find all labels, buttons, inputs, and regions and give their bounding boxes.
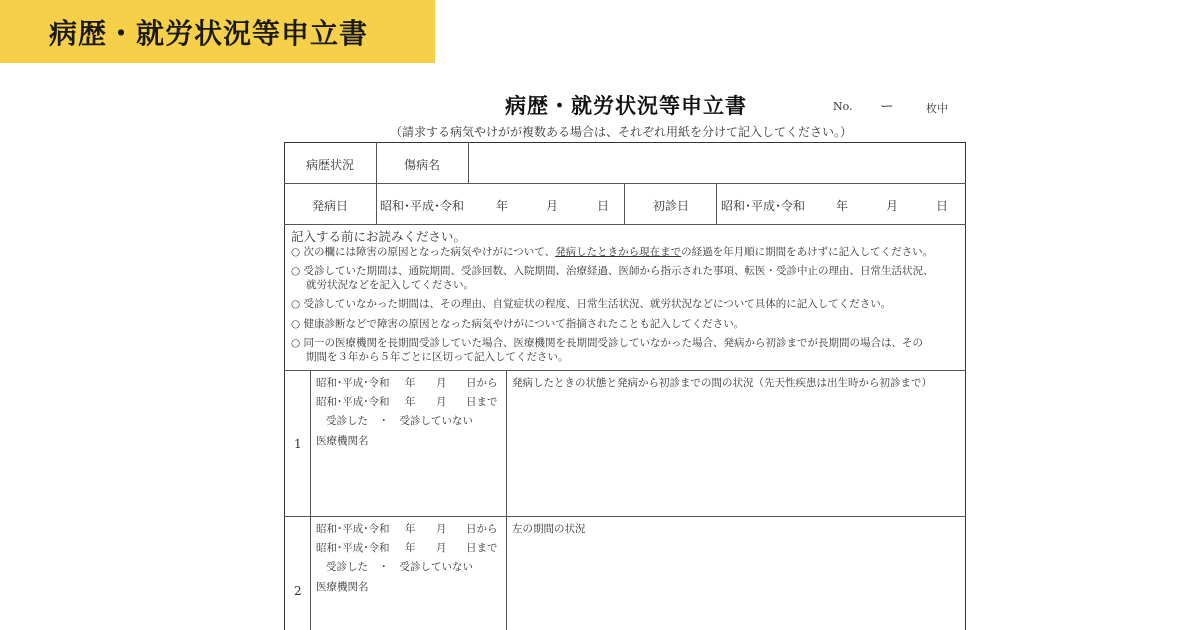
divider xyxy=(376,142,377,224)
entry-hospital-label: 医療機関名 xyxy=(316,435,369,447)
instruction-item-2: ○ 受診していた期間は、通院期間、受診回数、入院期間、治療経過、医師から指示された事項、転医・受診中止の理由、日常生活状況、 xyxy=(291,265,934,277)
entry-to-year-label: 年 xyxy=(405,396,416,408)
instruction-item-2-continued: 就労状況などを記入してください。 xyxy=(306,279,474,291)
entry-to-era-options[interactable]: 昭和･平成･令和 xyxy=(316,396,390,408)
entry-to-month-label: 月 xyxy=(436,542,447,554)
instruction-item-4: ○ 健康診断などで障害の原因となった病気やけがについて指摘されたことも記入してください。 xyxy=(291,318,745,330)
first-visit-era-options[interactable]: 昭和･平成･令和 xyxy=(721,199,806,213)
entry-from-day-label: 日から xyxy=(466,377,498,389)
sheet-number-dash: ー xyxy=(880,99,894,115)
entry-description-field[interactable] xyxy=(508,392,964,514)
entry-description-label: 発病したときの状態と発病から初診までの間の状況（先天性疾患は出生時から初診まで） xyxy=(512,377,932,389)
divider xyxy=(284,516,966,517)
entry-from-month-label: 月 xyxy=(436,377,447,389)
entry-from-era-options[interactable]: 昭和･平成･令和 xyxy=(316,523,390,535)
entry-number: 1 xyxy=(294,437,302,451)
divider xyxy=(506,370,507,630)
instruction-item-1 xyxy=(291,245,933,259)
onset-year-label: 年 xyxy=(496,199,509,213)
disease-name-label: 傷病名 xyxy=(404,158,441,172)
entry-to-day-label: 日まで xyxy=(466,396,498,408)
entry-visited-options[interactable]: 受診した ・ 受診していない xyxy=(326,415,473,427)
divider xyxy=(310,370,311,630)
instruction-text: の経過を年月順に期間をあけずに記入してください。 xyxy=(681,246,934,258)
entry-from-day-label: 日から xyxy=(466,523,498,535)
divider xyxy=(284,224,966,225)
disease-name-field[interactable] xyxy=(470,144,964,182)
first-visit-year-label: 年 xyxy=(836,199,849,213)
onset-date-label: 発病日 xyxy=(312,199,349,213)
entry-from-month-label: 月 xyxy=(436,523,447,535)
instruction-item-5: ○ 同一の医療機関を長期間受診していた場合、医療機関を長期間受診していなかった場合、発病から初診までが長期間の場合は、その xyxy=(291,337,923,349)
first-visit-label: 初診日 xyxy=(653,199,690,213)
instruction-item-3: ○ 受診していなかった期間は、その理由、自覚症状の程度、日常生活状況、就労状況などについて具体的に記入してください。 xyxy=(291,298,892,310)
first-visit-month-label: 月 xyxy=(886,199,899,213)
divider xyxy=(284,183,966,184)
entry-description-field[interactable] xyxy=(508,538,964,628)
onset-month-label: 月 xyxy=(546,199,559,213)
divider xyxy=(468,142,469,183)
instruction-text: ○ 次の欄には障害の原因となった病気やけがについて、 xyxy=(291,246,556,258)
onset-era-options[interactable]: 昭和･平成･令和 xyxy=(380,199,465,213)
onset-day-label: 日 xyxy=(597,199,610,213)
entry-from-year-label: 年 xyxy=(405,523,416,535)
entry-from-year-label: 年 xyxy=(405,377,416,389)
entry-to-era-options[interactable]: 昭和･平成･令和 xyxy=(316,542,390,554)
document-subtitle: （請求する病気やけがが複数ある場合は、それぞれ用紙を分けて記入してください。） xyxy=(390,125,853,139)
instructions-heading: 記入する前にお読みください。 xyxy=(291,229,467,244)
instruction-item-5-continued: 期間を３年から５年ごとに区切って記入してください。 xyxy=(306,351,569,363)
instruction-emphasis: 発病したときから現在まで xyxy=(555,246,682,258)
entry-description-label: 左の期間の状況 xyxy=(512,523,586,535)
first-visit-day-label: 日 xyxy=(936,199,949,213)
sheet-total-label: 枚中 xyxy=(926,102,948,115)
banner-title: 病歴・就労状況等申立書 xyxy=(0,0,435,63)
entry-from-era-options[interactable]: 昭和･平成･令和 xyxy=(316,377,390,389)
entry-to-month-label: 月 xyxy=(436,396,447,408)
entry-to-year-label: 年 xyxy=(405,542,416,554)
medical-history-label: 病歴状況 xyxy=(306,158,355,172)
entry-hospital-label: 医療機関名 xyxy=(316,581,369,593)
entry-number: 2 xyxy=(294,584,302,598)
divider xyxy=(716,183,717,224)
divider xyxy=(284,370,966,371)
entry-to-day-label: 日まで xyxy=(466,542,498,554)
document-title: 病歴・就労状況等申立書 xyxy=(505,93,747,118)
divider xyxy=(624,183,625,224)
entry-visited-options[interactable]: 受診した ・ 受診していない xyxy=(326,561,473,573)
sheet-number-label: No. xyxy=(833,100,853,113)
